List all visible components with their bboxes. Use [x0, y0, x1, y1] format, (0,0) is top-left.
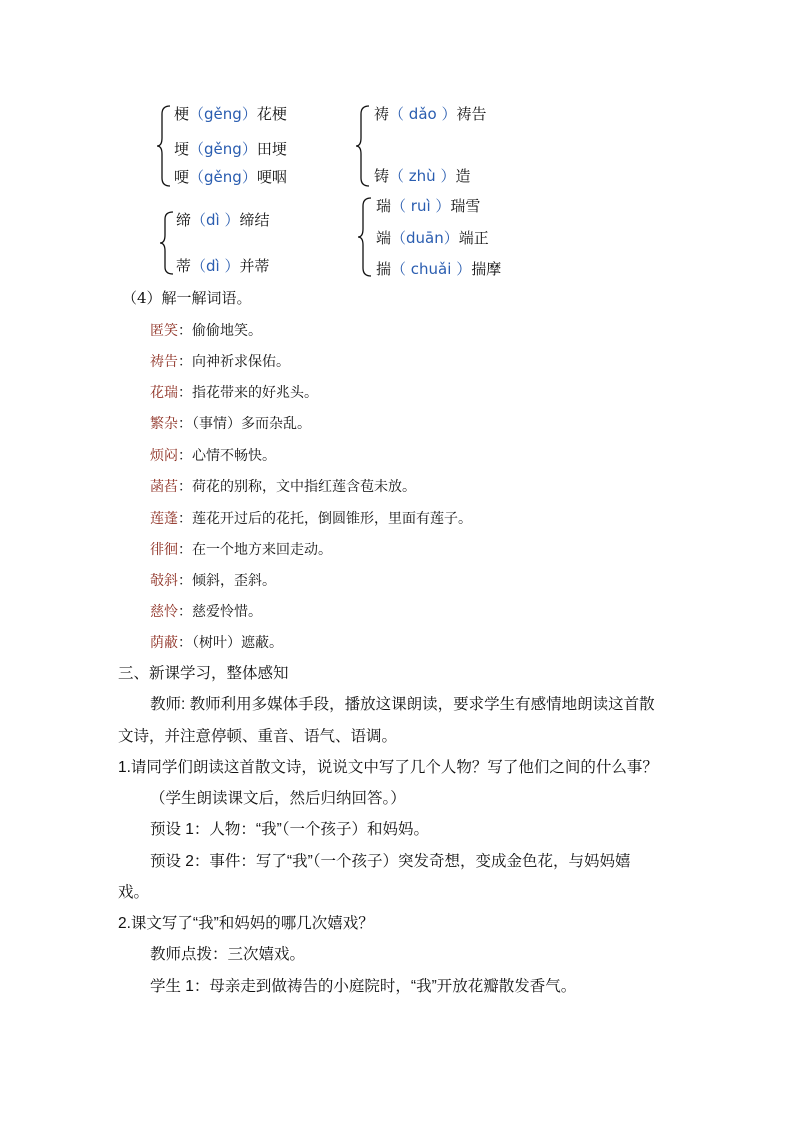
vocab-definition: 向神祈求保佑。	[192, 354, 290, 370]
section-heading: 三、新课学习，整体感知	[118, 665, 289, 682]
brace-icon	[156, 104, 172, 188]
char-entry: 缔（dì ）缔结	[176, 211, 270, 229]
paragraph-line: 学生 1：母亲走到做祷告的小庭院时，“我”开放花瓣散发香气。	[150, 978, 577, 995]
paragraph-line: 预设 1：人物：“我”（一个孩子）和妈妈。	[150, 821, 430, 838]
paragraph-line: 预设 2：事件：写了“我”（一个孩子）突发奇想，变成金色花，与妈妈嬉	[150, 853, 631, 870]
vocab-item: 攲斜：倾斜，歪斜。	[150, 572, 276, 589]
char-entry: 蒂（dì ）并蒂	[176, 257, 270, 275]
vocab-heading: （4）解一解词语。	[122, 289, 252, 307]
vocab-definition: 在一个地方来回走动。	[192, 542, 332, 558]
char-entry: 瑞（ ruì ）瑞雪	[376, 197, 481, 215]
vocab-item: 繁杂：（事情）多而杂乱。	[150, 415, 311, 432]
brace-icon	[355, 104, 371, 188]
vocab-term: 莲蓬	[150, 510, 178, 526]
char-entry: 祷（ dǎo ）祷告	[374, 105, 487, 123]
vocab-item: 烦闷：心情不畅快。	[150, 447, 276, 464]
vocab-item: 莲蓬：莲花开过后的花托，倒圆锥形，里面有莲子。	[150, 510, 472, 527]
paragraph-line: 戏。	[118, 884, 150, 901]
vocab-term: 烦闷	[150, 447, 178, 463]
vocab-definition: 倾斜，歪斜。	[192, 573, 276, 589]
vocab-item: 徘徊：在一个地方来回走动。	[150, 541, 332, 558]
vocab-term: 祷告	[150, 353, 178, 369]
paragraph-line: 教师: 教师利用多媒体手段，播放这课朗读，要求学生有感情地朗读这首散	[150, 696, 655, 713]
vocab-item: 花瑞：指花带来的好兆头。	[150, 384, 318, 401]
char-entry: 埂（gěng）田埂	[174, 140, 287, 158]
char-entry: 端（duān）端正	[376, 229, 489, 247]
vocab-term: 慈怜	[150, 603, 178, 619]
paragraph-line: 2.课文写了“我”和妈妈的哪几次嬉戏？	[118, 915, 374, 932]
char-entry: 梗（gěng）花梗	[174, 105, 287, 123]
vocab-term: 徘徊	[150, 541, 178, 557]
vocab-term: 菡萏	[150, 478, 178, 494]
vocab-term: 匿笑	[150, 322, 178, 338]
paragraph-line: 教师点拨：三次嬉戏。	[150, 946, 306, 963]
vocab-definition: （事情）多而杂乱。	[192, 416, 311, 432]
vocab-definition: 荷花的别称，文中指红莲含苞未放。	[192, 479, 416, 495]
vocab-item: 慈怜：慈爱怜惜。	[150, 603, 262, 620]
vocab-definition: （树叶）遮蔽。	[192, 635, 283, 651]
vocab-definition: 莲花开过后的花托，倒圆锥形，里面有莲子。	[192, 511, 472, 527]
vocab-item: 匿笑：偷偷地笑。	[150, 322, 262, 339]
paragraph-line: （学生朗读课文后，然后归纳回答。）	[150, 790, 406, 807]
vocab-definition: 偷偷地笑。	[192, 323, 262, 339]
vocab-item: 菡萏：荷花的别称，文中指红莲含苞未放。	[150, 478, 416, 495]
char-entry: 揣（ chuǎi ）揣摩	[376, 260, 502, 278]
brace-icon	[159, 210, 175, 276]
paragraph-line: 1.请同学们朗读这首散文诗，说说文中写了几个人物？写了他们之间的什么事？	[118, 759, 658, 776]
char-entry: 铸（ zhù ）造	[374, 167, 471, 185]
vocab-term: 攲斜	[150, 572, 178, 588]
vocab-term: 花瑞	[150, 384, 178, 400]
vocab-item: 荫蔽：（树叶）遮蔽。	[150, 634, 283, 651]
vocab-definition: 慈爱怜惜。	[192, 604, 262, 620]
vocab-item: 祷告：向神祈求保佑。	[150, 353, 290, 370]
brace-icon	[357, 196, 373, 278]
vocab-term: 荫蔽	[150, 634, 178, 650]
vocab-definition: 指花带来的好兆头。	[192, 385, 318, 401]
char-entry: 哽（gěng）哽咽	[174, 168, 287, 186]
vocab-term: 繁杂	[150, 415, 178, 431]
paragraph-line: 文诗，并注意停顿、重音、语气、语调。	[118, 728, 398, 745]
vocab-definition: 心情不畅快。	[192, 448, 276, 464]
